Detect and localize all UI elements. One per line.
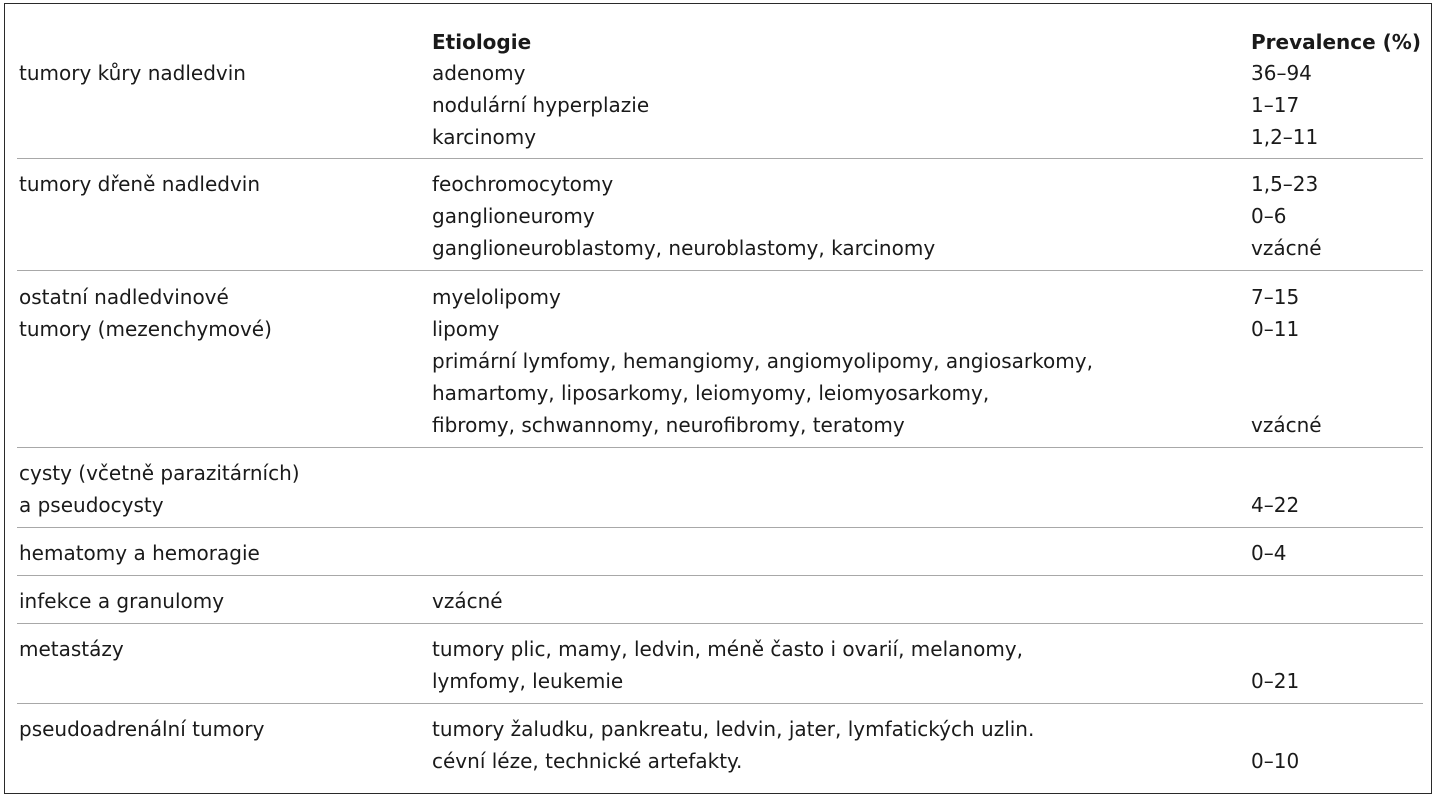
etiology-cell: hamartomy, liposarkomy, leiomyomy, leiomyosarkomy, xyxy=(432,381,990,405)
etiology-cell: ganglioneuroblastomy, neuroblastomy, karcinomy xyxy=(432,236,936,260)
row-divider xyxy=(17,158,1423,159)
prevalence-cell: 0–11 xyxy=(1251,317,1300,341)
category-cell: a pseudocysty xyxy=(19,493,164,517)
category-cell: ostatní nadledvinové xyxy=(19,285,229,309)
prevalence-cell: 0–4 xyxy=(1251,541,1287,565)
etiology-cell: adenomy xyxy=(432,61,526,85)
header-prevalence: Prevalence (%) xyxy=(1251,30,1421,54)
row-divider xyxy=(17,623,1423,624)
category-cell: metastázy xyxy=(19,637,124,661)
prevalence-cell: 36–94 xyxy=(1251,61,1312,85)
etiology-cell: cévní léze, technické artefakty. xyxy=(432,749,743,773)
row-divider xyxy=(17,575,1423,576)
etiology-cell: tumory plic, mamy, ledvin, méně často i ovarií, melanomy, xyxy=(432,637,1023,661)
prevalence-cell: 1,2–11 xyxy=(1251,125,1319,149)
etiology-cell: feochromocytomy xyxy=(432,172,614,196)
category-cell: tumory dřeně nadledvin xyxy=(19,172,261,196)
prevalence-cell: 0–10 xyxy=(1251,749,1300,773)
etiology-cell: primární lymfomy, hemangiomy, angiomyolipomy, angiosarkomy, xyxy=(432,349,1093,373)
etiology-cell: lipomy xyxy=(432,317,500,341)
prevalence-cell: 4–22 xyxy=(1251,493,1300,517)
category-cell: pseudoadrenální tumory xyxy=(19,717,265,741)
etiology-cell: tumory žaludku, pankreatu, ledvin, jater, lymfatických uzlin. xyxy=(432,717,1035,741)
etiology-cell: ganglioneuromy xyxy=(432,204,595,228)
prevalence-cell: vzácné xyxy=(1251,413,1322,437)
etiology-cell: karcinomy xyxy=(432,125,537,149)
etiology-cell: myelolipomy xyxy=(432,285,561,309)
row-divider xyxy=(17,447,1423,448)
row-divider xyxy=(17,703,1423,704)
prevalence-cell: 1,5–23 xyxy=(1251,172,1319,196)
table-frame xyxy=(4,3,1432,794)
prevalence-cell: vzácné xyxy=(1251,236,1322,260)
prevalence-cell: 7–15 xyxy=(1251,285,1300,309)
category-cell: cysty (včetně parazitárních) xyxy=(19,461,300,485)
etiology-cell: vzácné xyxy=(432,589,503,613)
prevalence-cell: 0–6 xyxy=(1251,204,1287,228)
header-etiologie: Etiologie xyxy=(432,30,532,54)
etiology-cell: nodulární hyperplazie xyxy=(432,93,650,117)
category-cell: tumory (mezenchymové) xyxy=(19,317,272,341)
etiology-cell: fibromy, schwannomy, neurofibromy, teratomy xyxy=(432,413,905,437)
category-cell: infekce a granulomy xyxy=(19,589,225,613)
prevalence-cell: 0–21 xyxy=(1251,669,1300,693)
prevalence-cell: 1–17 xyxy=(1251,93,1300,117)
etiology-cell: lymfomy, leukemie xyxy=(432,669,624,693)
category-cell: hematomy a hemoragie xyxy=(19,541,260,565)
row-divider xyxy=(17,527,1423,528)
category-cell: tumory kůry nadledvin xyxy=(19,61,246,85)
row-divider xyxy=(17,270,1423,271)
